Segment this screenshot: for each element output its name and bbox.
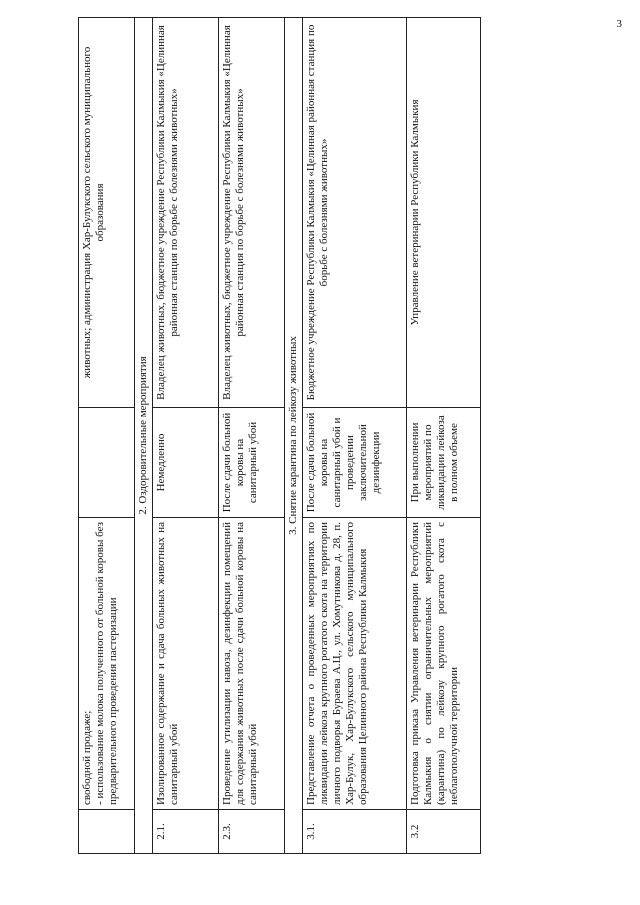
cell-number: 3.1. — [303, 810, 407, 854]
text-line: - использование молока полученного от больной коровы без предварительного проведения пастеризации — [94, 522, 119, 805]
measures-table — [78, 17, 481, 854]
cell-number — [79, 810, 135, 854]
cell-action: Подготовка приказа Управления ветеринарии Республики Калмыкия о снятии ограничительных мероприятий (карантина) по лейкозу крупного рогатого скота с неблагополучной территории — [407, 518, 481, 810]
cell-responsible: Управление ветеринарии Республики Калмыкия — [407, 18, 481, 408]
cell-action — [79, 518, 135, 810]
cell-responsible: Бюджетное учреждение Республики Калмыкия «Целинная районная станция по борьбе с болезнями животных» — [303, 18, 407, 408]
table-row — [303, 18, 407, 854]
cell-action: Проведение утилизации навоза, дезинфекции помещений для содержания животных после сдачи больной коровы на санитарный убой — [219, 518, 285, 810]
cell-responsible: Владелец животных, бюджетное учреждение Республики Калмыкия «Целинная районная станция по борьбе с болезнями животных» — [153, 18, 219, 408]
cell-number: 2.3. — [219, 810, 285, 854]
section-header-row — [135, 18, 153, 854]
section-header-row — [285, 18, 303, 854]
text-line: свободной продаже; — [81, 710, 93, 805]
page-number: 3 — [616, 18, 622, 30]
cell-deadline: Немедленно — [153, 408, 219, 518]
cell-action: Представление отчета о проведенных мероприятиях по ликвидации лейкоза крупного рогатого скота на территории личного подворья Бураева А.Ц., ул. Хомутникова д. 28, п. Хар-Булук, Хар-Булукского сельского муниципального образования Целинного района Республики Калмыкия — [303, 518, 407, 810]
cell-responsible: Владелец животных, бюджетное учреждение Республики Калмыкия «Целинная районная станция по борьбе с болезнями животных» — [219, 18, 285, 408]
table-row — [219, 18, 285, 854]
cell-number: 2.1. — [153, 810, 219, 854]
table-row — [153, 18, 219, 854]
cell-deadline — [79, 408, 135, 518]
cell-deadline: При выполнении мероприятий по ликвидации лейкоза в полном объеме — [407, 408, 481, 518]
cell-deadline: После сдачи больной коровы на санитарный убой и проведении заключительной дезинфекции — [303, 408, 407, 518]
cell-action: Изолированное содержание и сдача больных животных на санитарный убой — [153, 518, 219, 810]
cell-number: 3.2 — [407, 810, 481, 854]
cell-deadline: После сдачи больной коровы на санитарный убой — [219, 408, 285, 518]
table-row — [79, 18, 135, 854]
section-title: 2. Оздоровительные мероприятия — [135, 18, 153, 854]
table-row — [407, 18, 481, 854]
rotated-table-wrapper — [78, 18, 588, 854]
cell-responsible: животных; администрация Хар-Булукского сельского муниципального образования — [79, 18, 135, 408]
section-title: 3. Снятие карантина по лейкозу животных — [285, 18, 303, 854]
